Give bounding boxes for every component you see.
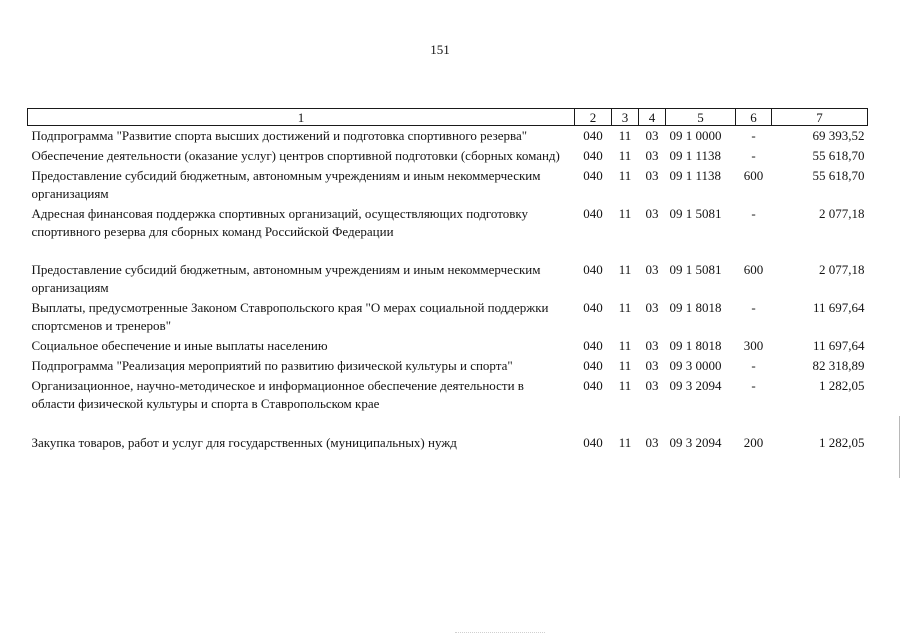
- row-amount: 1 282,05: [819, 378, 865, 393]
- row-target-article: 09 1 5081: [669, 206, 722, 221]
- row-expense-type: -: [751, 206, 756, 221]
- row-description: Предоставление субсидий бюджетным, автономным учреждениям и иным некоммерческим организациям: [31, 262, 541, 295]
- row-section-code: 11: [618, 358, 632, 373]
- row-amount: 11 697,64: [812, 338, 865, 353]
- row-section-code: 11: [618, 168, 632, 183]
- row-admin-code: 040: [583, 435, 603, 450]
- row-description: Предоставление субсидий бюджетным, автономным учреждениям и иным некоммерческим организациям: [31, 168, 541, 201]
- budget-table: [27, 108, 868, 453]
- row-description: Адресная финансовая поддержка спортивных организаций, осуществляющих подготовку спортивного резерва для сборных команд Российской Федерации: [31, 206, 529, 239]
- row-subsection-code: 03: [645, 206, 659, 221]
- row-subsection-code: 03: [645, 168, 659, 183]
- row-section-code: 11: [618, 435, 632, 450]
- scan-margin-line: [899, 416, 900, 478]
- table-row: [28, 298, 868, 336]
- row-target-article: 09 3 2094: [669, 378, 722, 393]
- row-description: Организационное, научно-методическое и информационное обеспечение деятельности в области физической культуры и спорта в Ставропольском крае: [31, 378, 524, 411]
- row-admin-code: 040: [583, 378, 603, 393]
- row-target-article: 09 3 2094: [669, 435, 722, 450]
- row-admin-code: 040: [583, 300, 603, 315]
- header-cell-7: 7: [772, 109, 868, 126]
- row-expense-type: 200: [743, 435, 764, 450]
- row-expense-type: 600: [743, 262, 764, 277]
- header-cell-1: 1: [28, 109, 575, 126]
- row-description: Выплаты, предусмотренные Законом Ставропольского края "О мерах социальной поддержки спортсменов и тренеров": [31, 300, 549, 333]
- row-subsection-code: 03: [645, 262, 659, 277]
- row-target-article: 09 3 0000: [669, 358, 722, 373]
- scan-artifact: [455, 632, 545, 634]
- row-subsection-code: 03: [645, 128, 659, 143]
- row-subsection-code: 03: [645, 435, 659, 450]
- table-row: [28, 356, 868, 376]
- row-amount: 55 618,70: [812, 168, 865, 183]
- row-section-code: 11: [618, 338, 632, 353]
- row-description: Подпрограмма "Развитие спорта высших достижений и подготовка спортивного резерва": [31, 128, 528, 143]
- row-admin-code: 040: [583, 262, 603, 277]
- row-amount: 69 393,52: [812, 128, 865, 143]
- row-admin-code: 040: [583, 358, 603, 373]
- row-subsection-code: 03: [645, 358, 659, 373]
- row-expense-type: 600: [743, 168, 764, 183]
- table-row: [28, 260, 868, 298]
- row-expense-type: -: [751, 128, 756, 143]
- row-target-article: 09 1 8018: [669, 338, 722, 353]
- row-expense-type: -: [751, 300, 756, 315]
- row-subsection-code: 03: [645, 300, 659, 315]
- header-cell-4: 4: [639, 109, 666, 126]
- table-body: [28, 126, 868, 454]
- row-amount: 1 282,05: [819, 435, 865, 450]
- header-cell-6: 6: [736, 109, 772, 126]
- row-expense-type: -: [751, 358, 756, 373]
- row-section-code: 11: [618, 148, 632, 163]
- row-target-article: 09 1 8018: [669, 300, 722, 315]
- header-cell-2: 2: [575, 109, 612, 126]
- row-admin-code: 040: [583, 338, 603, 353]
- table-row: [28, 166, 868, 204]
- table-row: [28, 126, 868, 147]
- row-target-article: 09 1 0000: [669, 128, 722, 143]
- table-row: [28, 204, 868, 260]
- row-section-code: 11: [618, 128, 632, 143]
- table-row: [28, 376, 868, 433]
- row-amount: 82 318,89: [812, 358, 865, 373]
- row-expense-type: 300: [743, 338, 764, 353]
- row-amount: 2 077,18: [819, 206, 865, 221]
- row-section-code: 11: [618, 262, 632, 277]
- row-section-code: 11: [618, 378, 632, 393]
- row-description: Социальное обеспечение и иные выплаты населению: [31, 338, 328, 353]
- row-target-article: 09 1 1138: [669, 168, 722, 183]
- row-admin-code: 040: [583, 128, 603, 143]
- page-number: 151: [430, 42, 450, 57]
- row-subsection-code: 03: [645, 148, 659, 163]
- row-amount: 55 618,70: [812, 148, 865, 163]
- table-row: [28, 433, 868, 453]
- row-expense-type: -: [751, 148, 756, 163]
- row-target-article: 09 1 5081: [669, 262, 722, 277]
- table-header: [28, 109, 868, 126]
- row-subsection-code: 03: [645, 378, 659, 393]
- row-section-code: 11: [618, 206, 632, 221]
- row-description: Обеспечение деятельности (оказание услуг) центров спортивной подготовки (сборных команд): [31, 148, 560, 163]
- header-cell-3: 3: [612, 109, 639, 126]
- row-expense-type: -: [751, 378, 756, 393]
- row-amount: 2 077,18: [819, 262, 865, 277]
- row-section-code: 11: [618, 300, 632, 315]
- row-description: Закупка товаров, работ и услуг для государственных (муниципальных) нужд: [31, 435, 457, 450]
- row-subsection-code: 03: [645, 338, 659, 353]
- row-amount: 11 697,64: [812, 300, 865, 315]
- table-row: [28, 336, 868, 356]
- header-cell-5: 5: [666, 109, 736, 126]
- header-row: [28, 109, 868, 126]
- row-description: Подпрограмма "Реализация мероприятий по развитию физической культуры и спорта": [31, 358, 513, 373]
- table-row: [28, 146, 868, 166]
- row-admin-code: 040: [583, 148, 603, 163]
- row-admin-code: 040: [583, 168, 603, 183]
- row-admin-code: 040: [583, 206, 603, 221]
- row-target-article: 09 1 1138: [669, 148, 722, 163]
